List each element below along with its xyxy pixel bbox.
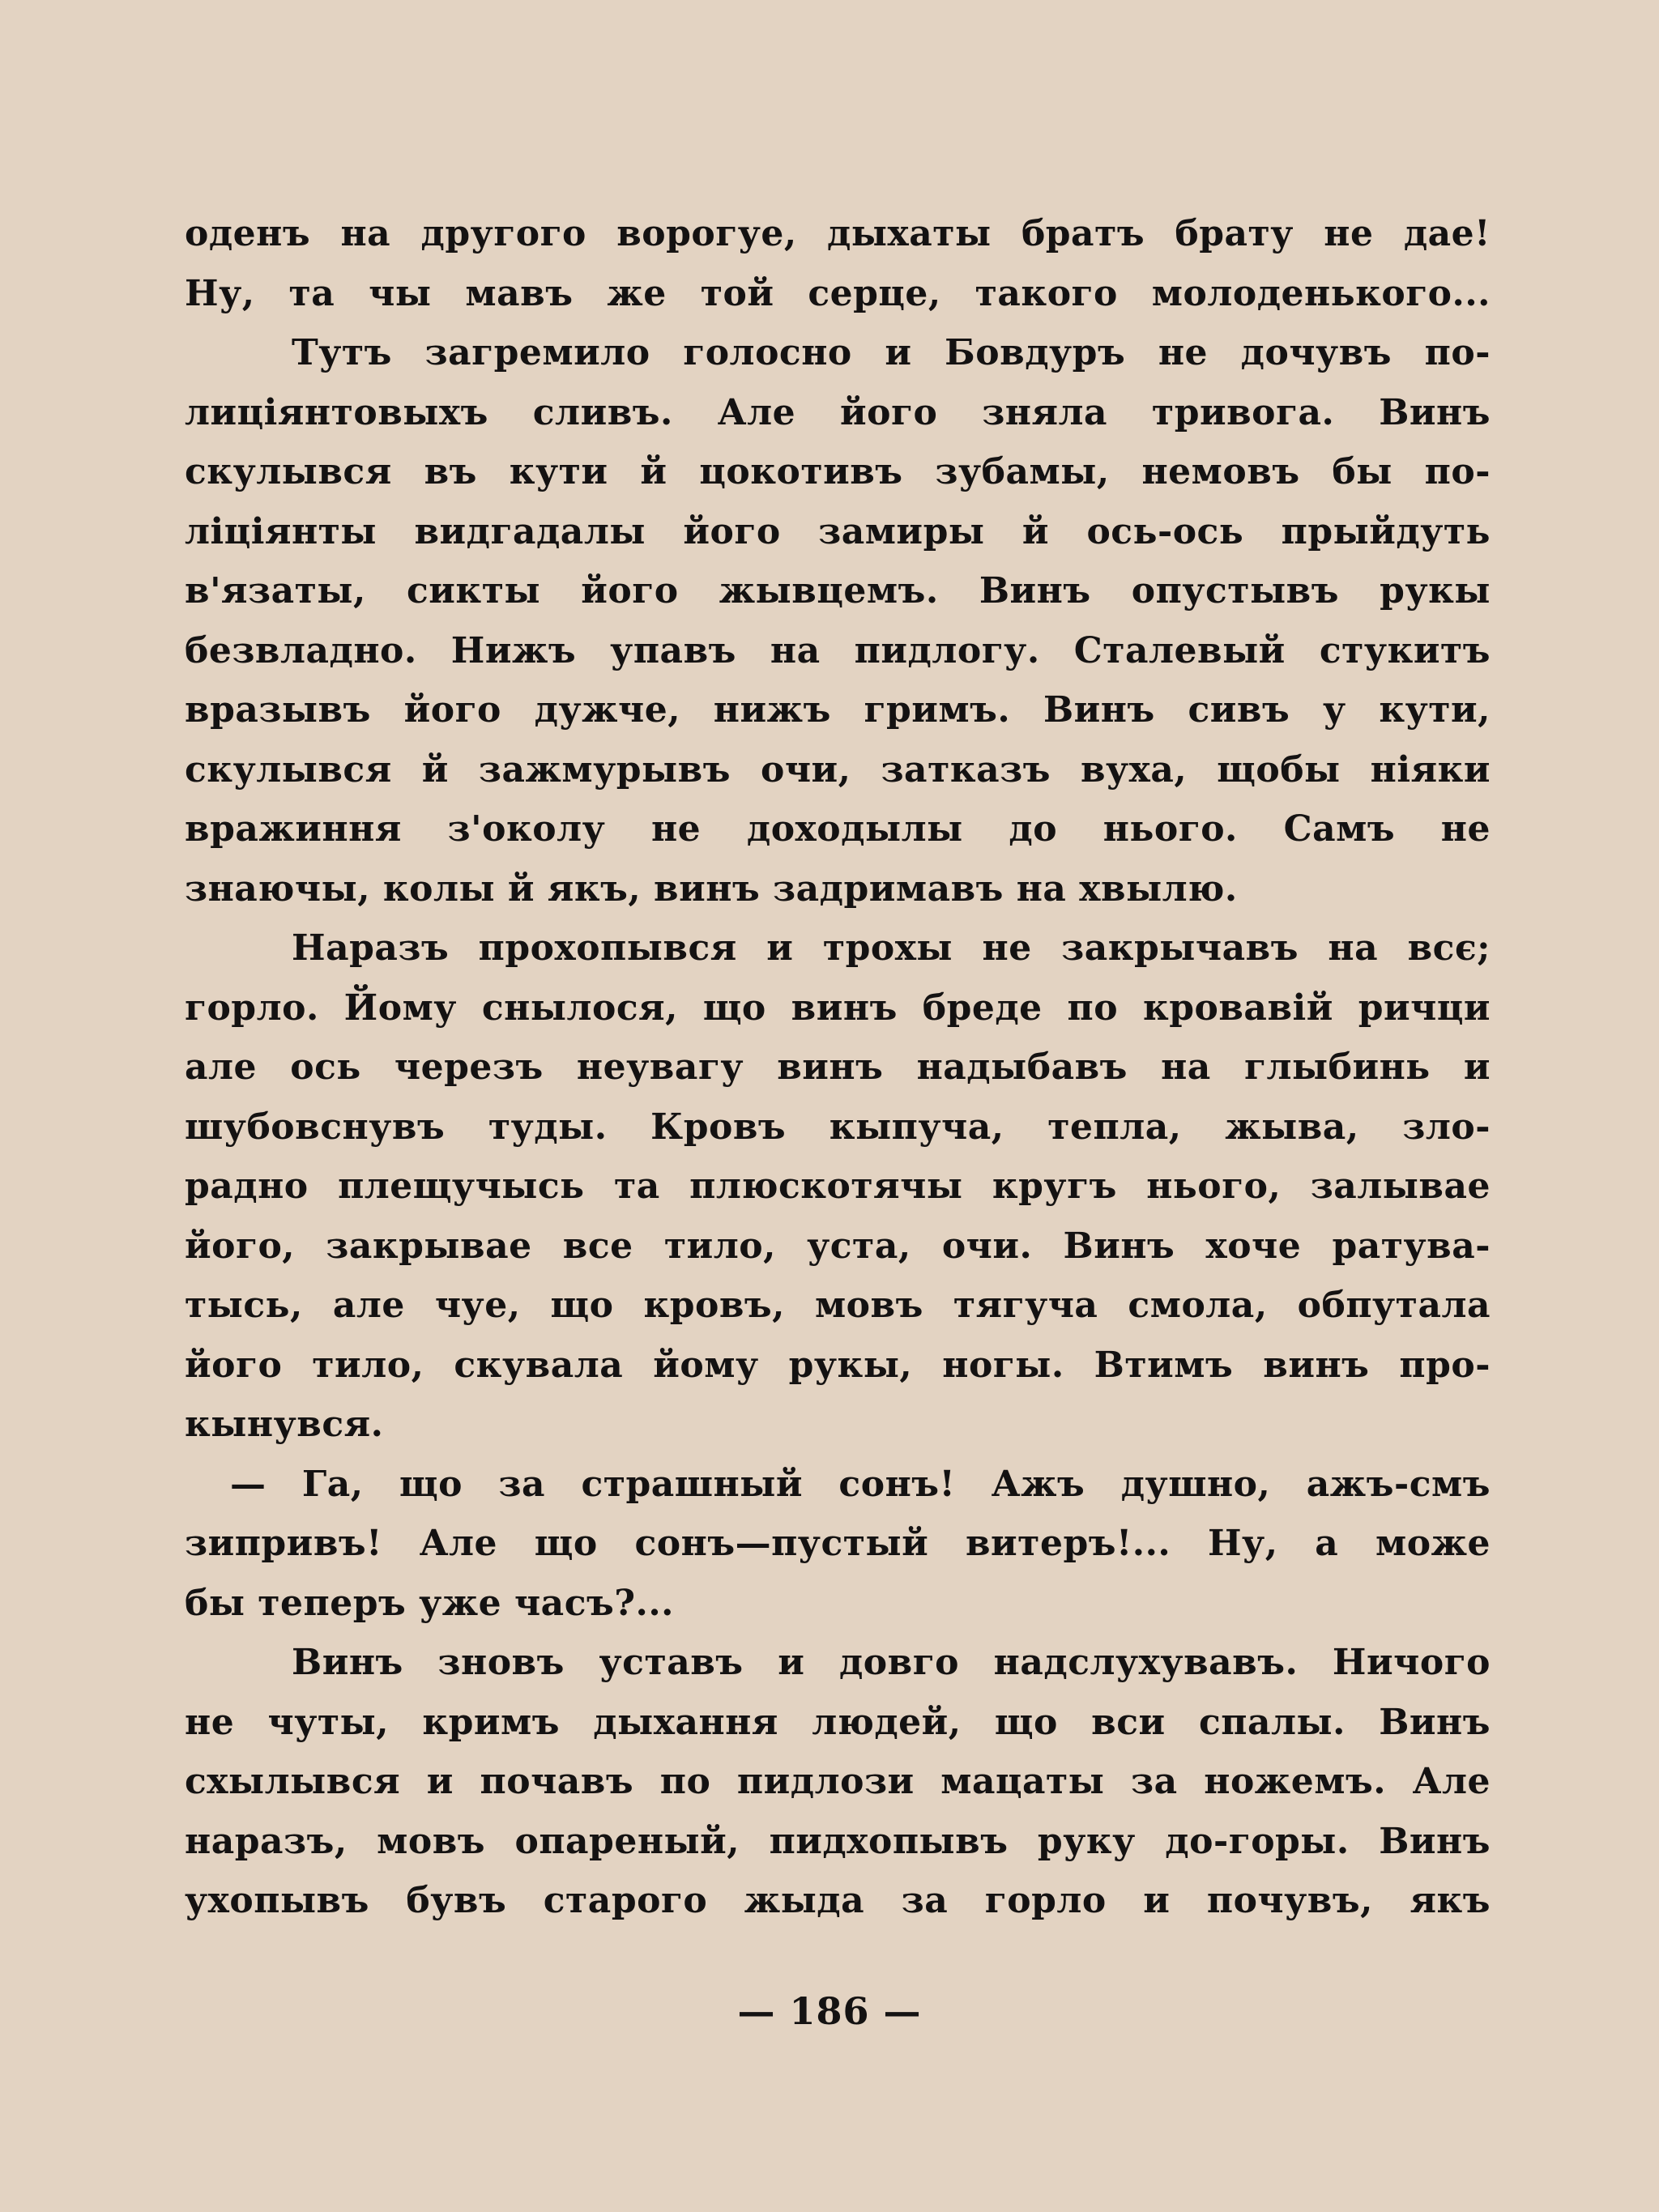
text-line: його тило, скувала йому рукы, ногы. Втимъ винъ про- bbox=[185, 1344, 1491, 1386]
text-line: тысь, але чуе, що кровъ, мовъ тягуча смола, обпутала bbox=[185, 1285, 1491, 1326]
page-number: — 186 — bbox=[737, 1989, 922, 2033]
text-line: оденъ на другого ворогуе, дыхаты братъ брату не дае! bbox=[185, 213, 1491, 254]
paragraph-end-line: знаючы, колы й якъ, винъ задримавъ на хвылю. bbox=[185, 867, 1238, 910]
text-line: його, закрывае все тило, уста, очи. Винъ хоче ратува- bbox=[185, 1225, 1491, 1267]
text-line: схылывся и почавъ по пидлози мацаты за ножемъ. Але bbox=[185, 1761, 1491, 1802]
paragraph-start-line: Наразъ прохопывся и трохы не закрычавъ на всє; bbox=[292, 927, 1491, 969]
body-text bbox=[185, 204, 1491, 1931]
text-line: горло. Йому снылося, що винъ бреде по кровавій ричци bbox=[185, 987, 1491, 1029]
text-line: радно плещучысь та плюскотячы кругъ нього, залывае bbox=[185, 1166, 1491, 1207]
dialogue-line: — Га, що за страшный сонъ! Ажъ душно, ажъ-смъ bbox=[230, 1463, 1491, 1505]
text-line: не чуты, кримъ дыхання людей, що вси спалы. Винъ bbox=[185, 1701, 1491, 1743]
text-line: скулывся въ кути й цокотивъ зубамы, немовъ бы по- bbox=[185, 451, 1491, 492]
text-line: ліцiянты видгадалы його замиры й ось-ось прыйдуть bbox=[185, 510, 1491, 552]
text-line: скулывся й зажмурывъ очи, затказъ вуха, щобы ніяки bbox=[185, 748, 1491, 791]
text-line: ухопывъ бувъ старого жыда за горло и почувъ, якъ bbox=[185, 1880, 1491, 1921]
text-line: наразъ, мовъ опареный, пидхопывъ руку до-горы. Винъ bbox=[185, 1820, 1491, 1862]
text-line: Ну, та чы мавъ же той серце, такого молоденького... bbox=[185, 272, 1491, 314]
text-line: вразывъ його дужче, нижъ гримъ. Винъ сивъ у кути, bbox=[185, 689, 1491, 731]
text-line: зипривъ! Але що сонъ—пустый витеръ!... Ну, а може bbox=[185, 1523, 1491, 1564]
text-line: вражиння з'околу не доходылы до нього. Самъ не bbox=[185, 808, 1491, 850]
text-line: шубовснувъ туды. Кровъ кыпуча, тепла, жыва, зло- bbox=[185, 1106, 1491, 1148]
text-line: лиціянтовыхъ сливъ. Але його зняла тривога. Винъ bbox=[185, 391, 1491, 433]
paragraph-end-line: бы теперъ уже часъ?... bbox=[185, 1582, 674, 1624]
paragraph-start-line: Тутъ загремило голосно и Бовдуръ не дочувъ по- bbox=[292, 332, 1491, 373]
text-line: в'язаты, сикты його жывцемъ. Винъ опустывъ рукы bbox=[185, 570, 1491, 612]
paragraph-start-line: Винъ зновъ уставъ и довго надслухувавъ. Ничого bbox=[292, 1642, 1491, 1683]
text-line: безвладно. Нижъ упавъ на пидлогу. Сталевый стукитъ bbox=[185, 629, 1491, 671]
paragraph-end-line: кынувся. bbox=[185, 1404, 384, 1445]
text-line: але ось черезъ неувагу винъ надыбавъ на глыбинь и bbox=[185, 1046, 1491, 1088]
